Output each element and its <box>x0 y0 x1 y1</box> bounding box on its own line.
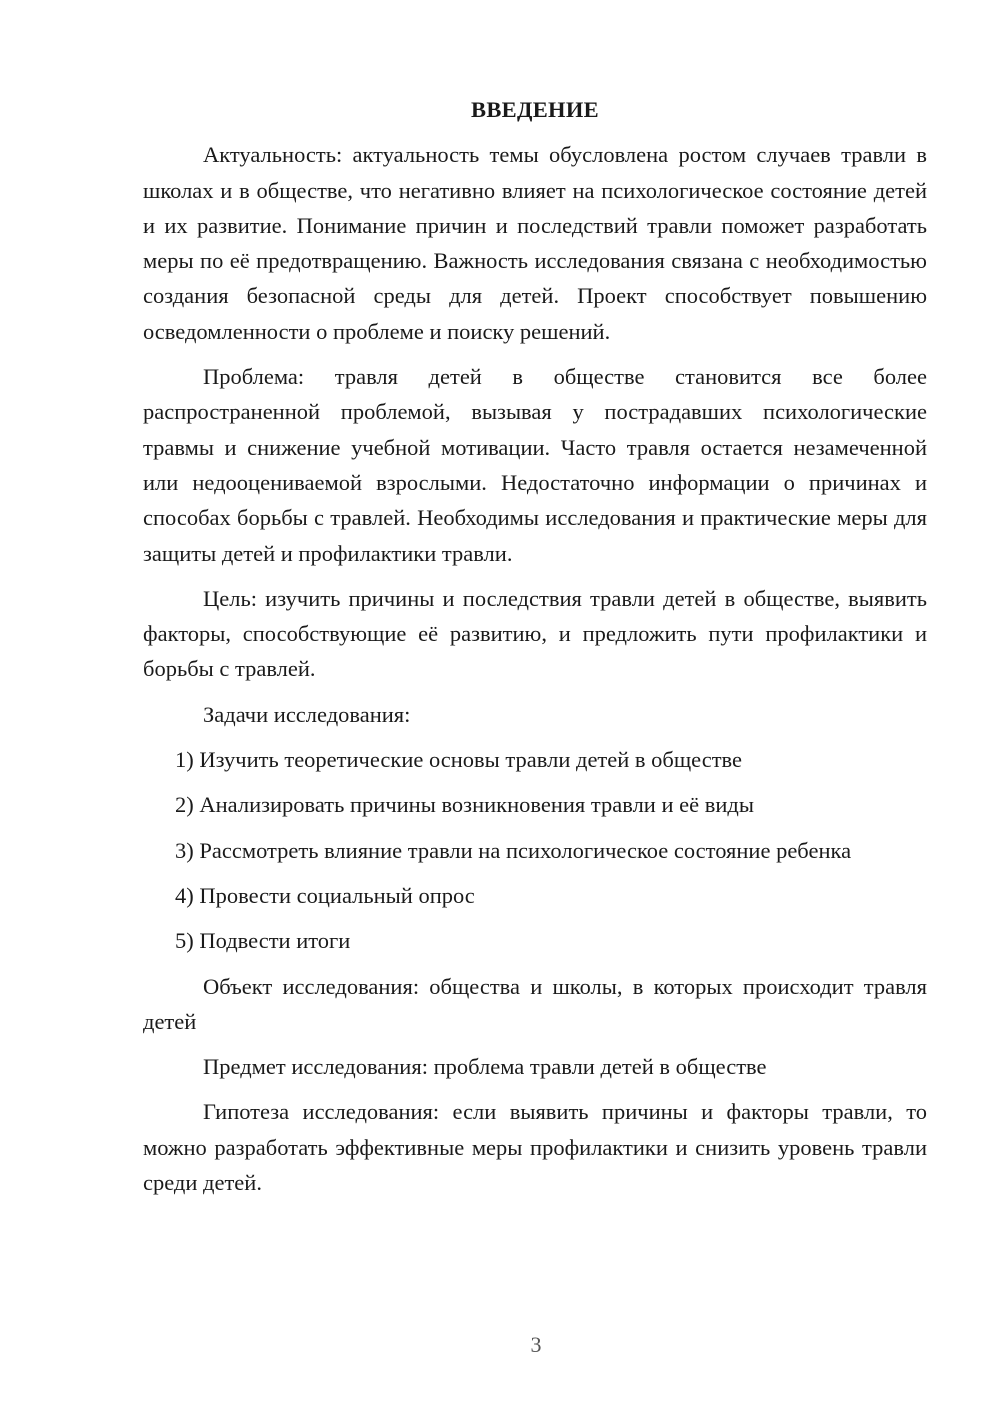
relevance-paragraph: Актуальность: актуальность темы обусловлена ростом случаев травли в школах и в обществе, что негативно влияет на психологическое состояние детей и их развитие. Понимание причин и последствий травли поможет разработать меры по её предотвращению. Важность исследования связана с необходимостью создания безопасной среды для детей. Проект способствует повышению осведомленности о проблеме и поиску решений. <box>143 142 927 344</box>
page-number: 3 <box>530 1332 542 1357</box>
list-item: 3) Рассмотреть влияние травли на психологическое состояние ребенка <box>175 837 852 863</box>
list-item: 4) Провести социальный опрос <box>175 882 475 908</box>
goal-paragraph: Цель: изучить причины и последствия травли детей в обществе, выявить факторы, способствующие её развитию, и предложить пути профилактики и борьбы с травлей. <box>143 585 927 682</box>
subject-paragraph: Предмет исследования: проблема травли детей в обществе <box>203 1054 767 1080</box>
page-content <box>143 92 927 1210</box>
section-title: ВВЕДЕНИЕ <box>471 97 599 122</box>
list-item: 5) Подвести итоги <box>175 928 351 954</box>
tasks-list <box>143 742 927 958</box>
tasks-heading: Задачи исследования: <box>203 701 411 727</box>
list-item: 1) Изучить теоретические основы травли детей в обществе <box>175 747 743 773</box>
hypothesis-paragraph: Гипотеза исследования: если выявить причины и факторы травли, то можно разработать эффективные меры профилактики и снизить уровень травли среди детей. <box>143 1099 927 1196</box>
problem-paragraph: Проблема: травля детей в обществе становится все более распространенной проблемой, вызывая у пострадавших психологические травмы и снижение учебной мотивации. Часто травля остается незамеченной или недооцениваемой взрослыми. Недостаточно информации о причинах и способах борьбы с травлей. Необходимы исследования и практические меры для защиты детей и профилактики травли. <box>143 364 927 566</box>
list-item: 2) Анализировать причины возникновения травли и её виды <box>175 792 754 818</box>
object-paragraph: Объект исследования: общества и школы, в которых происходит травля детей <box>143 973 927 1034</box>
